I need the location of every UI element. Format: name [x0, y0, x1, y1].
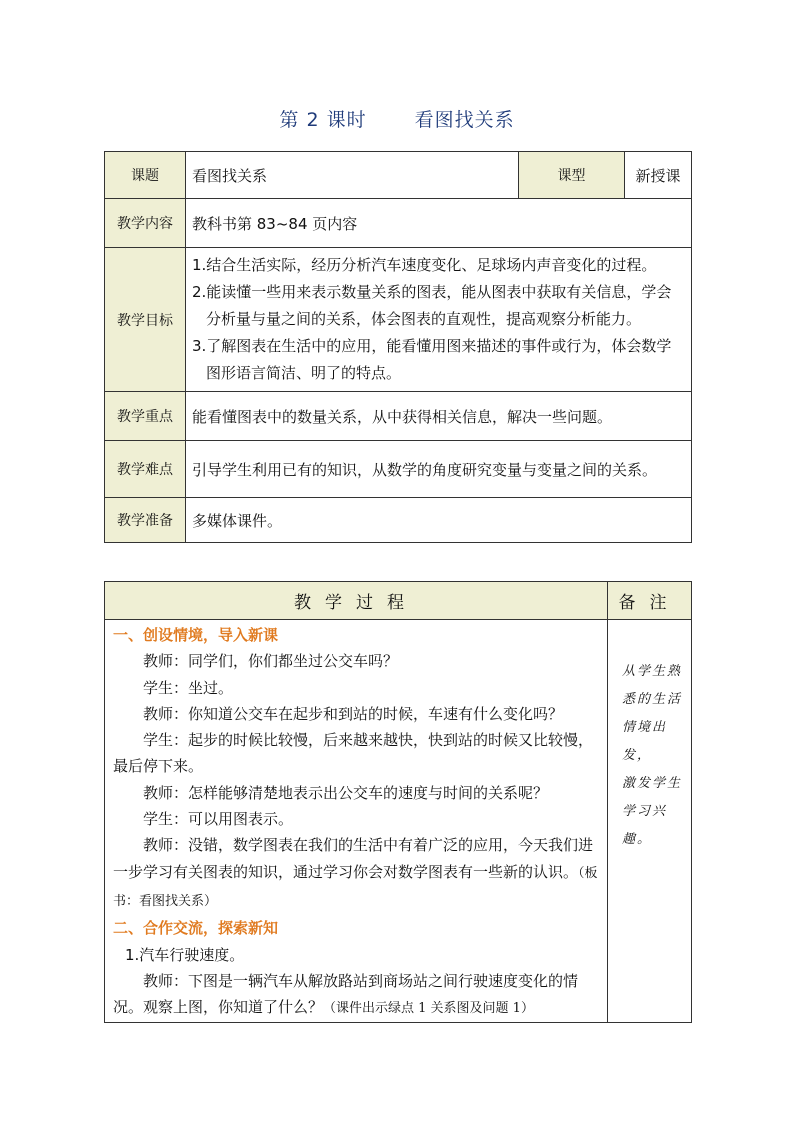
content-label: 教学内容	[105, 199, 186, 248]
note-line: 激发学生	[622, 776, 683, 791]
goal-item: 3.了解图表在生活中的应用，能看懂用图来描述的事件或行为，体会数学图形语言简洁、明了的特点。	[192, 337, 672, 382]
key-value: 能看懂图表中的数量关系，从中获得相关信息，解决一些问题。	[186, 392, 692, 441]
note-line: 情境出发，	[622, 720, 668, 763]
lesson-topic: 看图找关系	[414, 109, 515, 131]
dialogue-line: 教师：怎样能够清楚地表示出公交车的速度与时间的关系呢？	[143, 783, 549, 802]
prep-label: 教学准备	[105, 498, 186, 543]
topic-value: 看图找关系	[186, 152, 519, 199]
goal-item: 2.能读懂一些用来表示数量关系的图表，能从图表中获取有关信息，学会分析量与量之间的关系，体会图表的直观性，提高观察分析能力。	[192, 283, 672, 328]
dialogue-line: 教师：同学们，你们都坐过公交车吗？	[143, 652, 399, 671]
notes-cell	[608, 620, 692, 1023]
board-note: （板书：看图找关系）	[113, 865, 598, 909]
dialogue-line: 学生：起步的时候比较慢，后来越来越快，快到站的时候又比较慢，最后停下来。	[113, 731, 594, 776]
note-line: 从学生熟	[622, 664, 683, 679]
lesson-info-table	[104, 151, 692, 543]
process-body	[105, 620, 608, 1023]
goal-item: 1.结合生活实际，经历分析汽车速度变化、足球场内声音变化的过程。	[192, 256, 657, 274]
step-heading: 1.汽车行驶速度。	[125, 945, 245, 964]
difficult-value: 引导学生利用已有的知识，从数学的角度研究变量与变量之间的关系。	[186, 441, 692, 498]
difficult-label: 教学难点	[105, 441, 186, 498]
dialogue-line	[113, 832, 599, 915]
section-heading: 二、合作交流，探索新知	[113, 919, 279, 938]
section-heading: 一、创设情境，导入新课	[113, 626, 279, 644]
dialogue-text: 教师：没错，数学图表在我们的生活中有着广泛的应用，今天我们进一步学习有关图表的知识，通过学习你会对数学图表有一些新的认识。	[113, 836, 594, 881]
topic-label: 课题	[105, 152, 186, 199]
goals-label: 教学目标	[105, 248, 186, 392]
goals-list	[186, 248, 692, 392]
note-line: 悉的生活	[622, 692, 683, 707]
courseware-note: （课件出示绿点 1 关系图及问题 1）	[323, 1001, 534, 1017]
dialogue-line: 学生：坐过。	[143, 678, 234, 697]
lesson-title	[0, 105, 794, 132]
process-header: 教学过程	[105, 582, 608, 620]
type-value: 新授课	[625, 152, 692, 199]
prep-value: 多媒体课件。	[186, 498, 692, 543]
dialogue-text: 教师：下图是一辆汽车从解放路站到商场站之间行驶速度变化的情况。观察上图，你知道了什么？	[113, 971, 579, 1017]
content-value: 教科书第 83~84 页内容	[186, 199, 692, 248]
dialogue-line: 学生：可以用图表示。	[143, 810, 294, 829]
type-label: 课型	[519, 152, 625, 199]
lesson-number: 第 2 课时	[279, 109, 367, 131]
process-table	[104, 581, 692, 1023]
dialogue-line	[113, 968, 599, 1023]
note-line: 学习兴趣。	[622, 804, 668, 847]
key-label: 教学重点	[105, 392, 186, 441]
notes-header: 备注	[608, 582, 692, 620]
dialogue-line: 教师：你知道公交车在起步和到站的时候，车速有什么变化吗？	[143, 704, 564, 723]
